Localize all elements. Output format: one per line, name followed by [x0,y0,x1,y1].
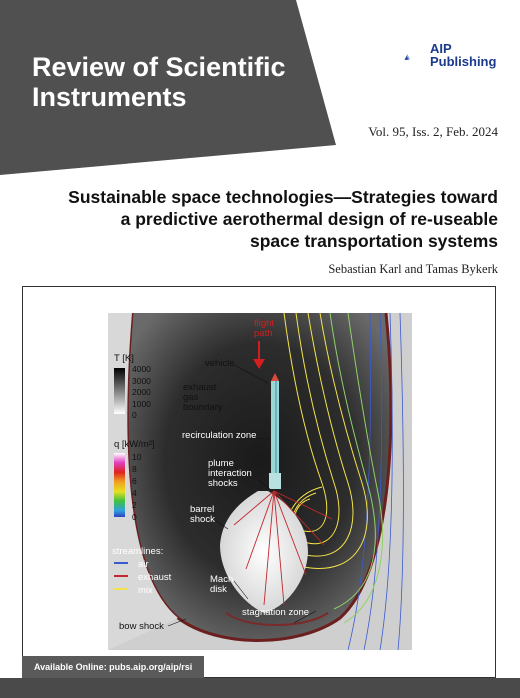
flight-path-line2: path [254,328,273,339]
barrel-shock-label [190,505,215,525]
publisher-line2: Publishing [430,54,497,69]
heat-tick-2: 2 [132,500,137,510]
plume-line1: plume [208,458,234,469]
temp-tick-0: 0 [132,410,137,420]
barrel-line1: barrel [190,504,215,515]
article-title-line3: space transportation systems [249,231,498,251]
heat-tick-10: 10 [132,452,142,462]
temp-legend-title: T [K] [114,353,134,364]
mach-disk-label [210,575,233,595]
exhaust-boundary-line1: exhaust [183,382,217,393]
mach-line2: disk [210,584,227,595]
article-title-line1: Sustainable space technologies—Strategies toward [68,187,498,207]
barrel-line2: shock [190,514,215,525]
recirculation-label: recirculation zone [182,430,257,441]
heat-legend-title: q [kW/m²] [114,439,155,450]
exhaust-boundary-line3: boundary [183,402,223,413]
vehicle-label: vehicle [205,358,235,369]
mach-line1: Mach [210,574,234,585]
publisher-name [430,42,496,68]
footer-bar [0,678,520,698]
flight-path-label [254,319,274,339]
stream-exhaust-label: exhaust [138,572,172,583]
cover-figure [108,313,412,650]
heat-tick-8: 8 [132,464,137,474]
publisher-line1: AIP [430,41,452,56]
temp-tick-4000: 4000 [132,364,151,374]
available-online-link[interactable]: Available Online: pubs.aip.org/aip/rsi [22,656,204,678]
flight-path-line1: flight [254,318,275,329]
stream-mix-label: mix [138,585,153,596]
aip-logo-icon [404,44,430,70]
article-title [20,186,498,252]
plume-shocks-label [208,459,252,489]
streamlines-title: streamlines: [112,546,164,557]
heat-tick-0: 0 [132,512,137,522]
temp-tick-1000: 1000 [132,399,151,409]
exhaust-boundary-line2: gas [183,392,199,403]
stagnation-zone-label: stagnation zone [242,607,310,618]
article-title-line2: a predictive aerothermal design of re-useable [120,209,498,229]
exhaust-boundary-label [183,383,223,413]
journal-title [32,52,286,112]
issue-info: Vol. 95, Iss. 2, Feb. 2024 [368,124,498,139]
bow-shock-label: bow shock [119,621,164,632]
plume-line2: interaction [208,468,252,479]
plume-line3: shocks [208,478,238,489]
heat-tick-4: 4 [132,488,137,498]
heat-tick-6: 6 [132,476,137,486]
temp-tick-2000: 2000 [132,387,151,397]
temp-tick-3000: 3000 [132,376,151,386]
journal-title-line2: Instruments [32,82,187,112]
journal-title-line1: Review of Scientific [32,52,286,82]
stream-air-label: air [138,559,149,570]
article-authors: Sebastian Karl and Tamas Bykerk [328,262,498,276]
